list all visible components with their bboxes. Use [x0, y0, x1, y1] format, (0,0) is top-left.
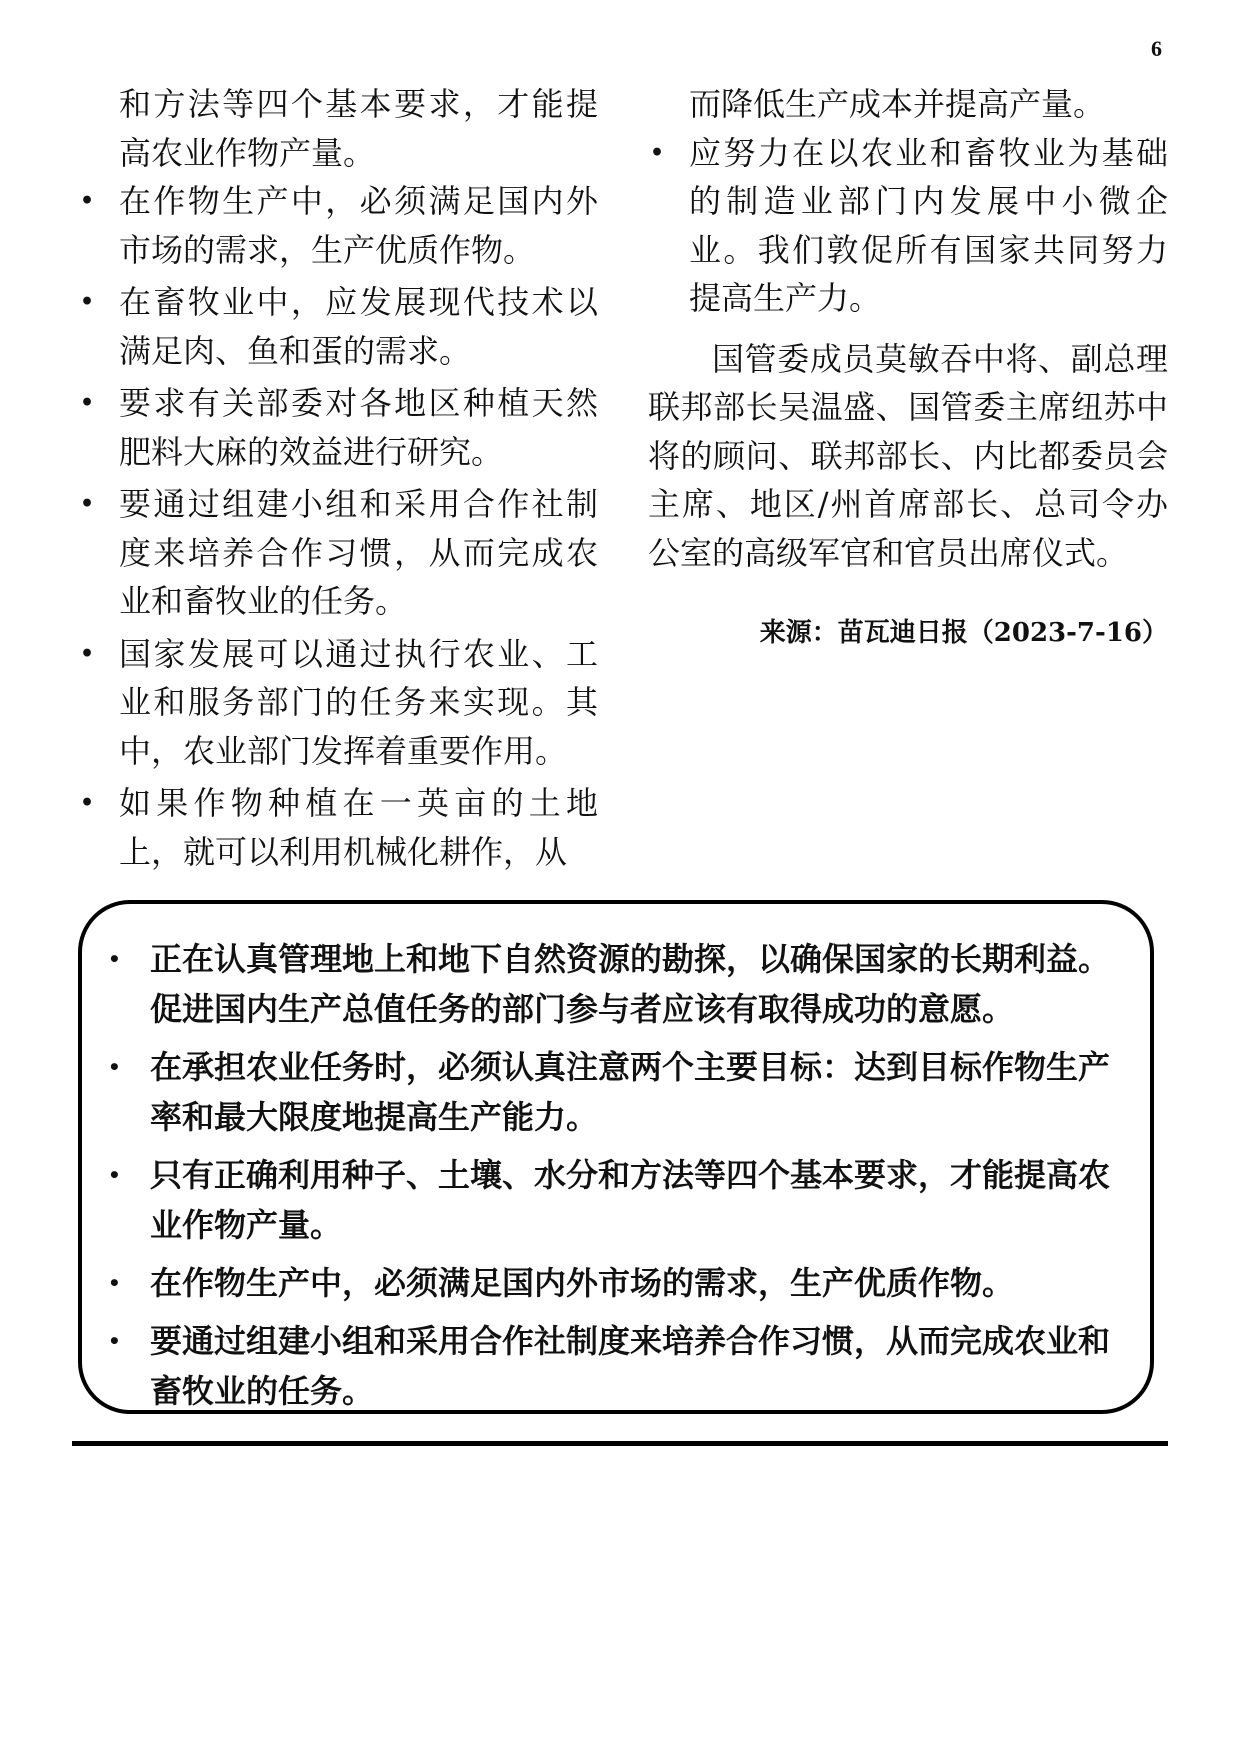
list-item-text: 要通过组建小组和采用合作社制度来培养合作习惯，从而完成农业和畜牧业的任务。: [119, 485, 598, 620]
right-continuation-text: 而降低生产成本并提高产量。: [689, 85, 1106, 123]
bullet-icon: •: [108, 1055, 121, 1079]
bullet-icon: •: [108, 1329, 121, 1353]
list-item-text: 在作物生产中，必须满足国内外市场的需求，生产优质作物。: [150, 1264, 1015, 1302]
page-number: 6: [1151, 36, 1162, 61]
bullet-icon: •: [108, 1163, 121, 1187]
list-item: [102, 1316, 1110, 1416]
summary-bullet-list: [102, 934, 1110, 1416]
bullet-icon: •: [108, 947, 121, 971]
list-item: [78, 630, 598, 776]
list-item-text: 只有正确利用种子、土壤、水分和方法等四个基本要求，才能提高农业作物产量。: [150, 1156, 1111, 1244]
list-item: [648, 129, 1168, 323]
left-column: [78, 80, 598, 880]
list-item-text: 国家发展可以通过执行农业、工业和服务部门的任务来实现。其中，农业部门发挥着重要作用。: [119, 634, 598, 770]
horizontal-rule: [72, 1441, 1168, 1446]
list-item: [102, 934, 1110, 1034]
list-item-text: 如果作物种植在一英亩的土地上，就可以利用机械化耕作，从: [119, 784, 598, 871]
list-item: [102, 1258, 1110, 1308]
list-item-text: 正在认真管理地上和地下自然资源的勘探，以确保国家的长期利益。促进国内生产总值任务的部门参与者应该有取得成功的意愿。: [150, 940, 1111, 1028]
bullet-icon: •: [650, 139, 665, 166]
bullet-icon: •: [80, 640, 95, 667]
bullet-icon: •: [80, 289, 95, 315]
bullet-icon: •: [80, 491, 95, 517]
right-column: [648, 80, 1168, 658]
left-continuation-text: 和方法等四个基本要求，才能提高农业作物产量。: [119, 85, 598, 172]
list-item-text: 在畜牧业中，应发展现代技术以满足肉、鱼和蛋的需求。: [119, 283, 598, 370]
left-bullet-list: [78, 177, 598, 876]
list-item-text: 要求有关部委对各地区种植天然肥料大麻的效益进行研究。: [119, 384, 598, 471]
list-item: [78, 177, 598, 274]
summary-box: [78, 900, 1154, 1414]
bullet-icon: •: [108, 1271, 121, 1295]
source-citation: 来源：苗瓦迪日报（2023-7-16）: [759, 618, 1168, 648]
list-item-text: 在作物生产中，必须满足国内外市场的需求，生产优质作物。: [119, 182, 598, 269]
list-item-text: 应努力在以农业和畜牧业为基础的制造业部门内发展中小微企业。我们敦促所有国家共同努力提高生产力。: [689, 133, 1168, 317]
bullet-icon: •: [80, 188, 95, 214]
bullet-icon: •: [80, 790, 95, 816]
list-item-text: 在承担农业任务时，必须认真注意两个主要目标：达到目标作物生产率和最大限度地提高生产能力。: [150, 1048, 1111, 1136]
list-item-text: 要通过组建小组和采用合作社制度来培养合作习惯，从而完成农业和畜牧业的任务。: [150, 1322, 1111, 1410]
attendees-paragraph: 国管委成员莫敏吞中将、副总理联邦部长吴温盛、国管委主席纽苏中将的顾问、联邦部长、内比都委员会主席、地区/州首席部长、总司令办公室的高级军官和官员出席仪式。: [648, 339, 1168, 572]
list-item: [78, 480, 598, 626]
list-item: [78, 379, 598, 476]
list-item: [78, 779, 598, 876]
list-item: [78, 278, 598, 375]
list-item: [102, 1042, 1110, 1142]
bullet-icon: •: [80, 390, 95, 416]
right-bullet-list: [648, 129, 1168, 323]
list-item: [102, 1150, 1110, 1250]
